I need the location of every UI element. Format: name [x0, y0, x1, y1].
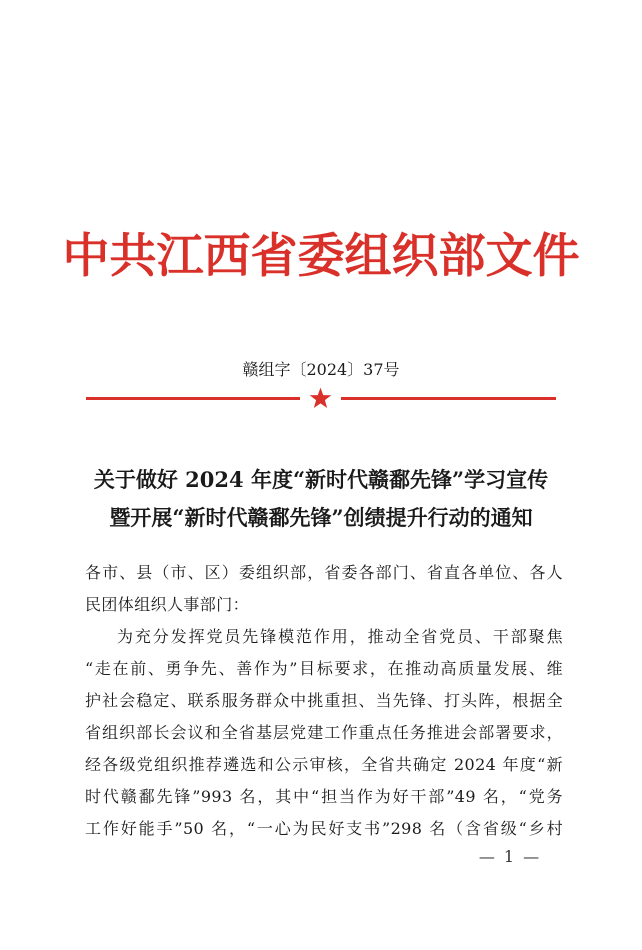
- body-line-2: 民团体组织人事部门：: [85, 595, 250, 614]
- notice-title-line-1: 关于做好 2024 年度“新时代赣鄱先锋”学习宣传: [93, 467, 549, 492]
- body-line-9: 工作好能手”50 名，“一心为民好支书”298 名（含省级“乡村: [85, 819, 563, 838]
- body-line-4: “走在前、勇争先、善作为”目标要求，在推动高质量发展、维: [85, 659, 563, 678]
- body-line-8: 时代赣鄱先锋”993 名，其中“担当作为好干部”49 名，“党务: [85, 787, 563, 806]
- red-divider-right: [341, 397, 556, 400]
- body-line-6: 省组织部长会议和全省基层党建工作重点任务推进会部署要求，: [85, 723, 563, 742]
- body-line-5: 护社会稳定、联系服务群众中挑重担、当先锋、打头阵，根据全: [85, 691, 563, 710]
- body-line-3: 为充分发挥党员先锋模范作用，推动全省党员、干部聚焦: [117, 627, 563, 646]
- document-number: 赣组字〔2024〕37号: [242, 360, 400, 379]
- star-icon: [308, 386, 333, 411]
- red-divider-left: [86, 397, 300, 400]
- body-line-7: 经各级党组织推荐遴选和公示审核，全省共确定 2024 年度“新: [85, 755, 563, 774]
- body-line-1: 各市、县（市、区）委组织部，省委各部门、省直各单位、各人: [85, 563, 563, 582]
- page-number: — 1 —: [478, 847, 542, 866]
- notice-title: [70, 461, 572, 537]
- notice-body: [85, 557, 563, 845]
- document-masthead: 中共江西省委组织部文件: [62, 229, 580, 284]
- notice-title-line-2: 暨开展“新时代赣鄱先锋”创绩提升行动的通知: [109, 505, 533, 530]
